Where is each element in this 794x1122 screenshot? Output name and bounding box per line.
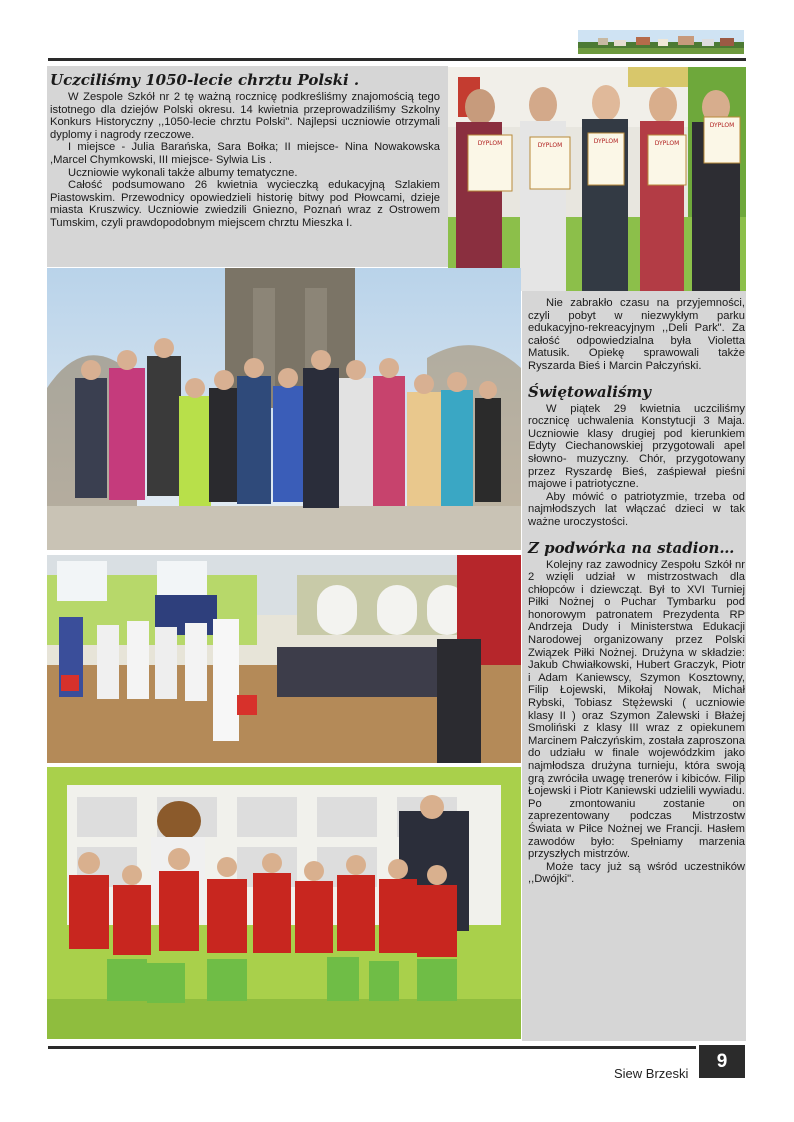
article1-paragraph: Uczniowie wykonali także albumy tematyczne.: [68, 166, 298, 179]
article1-paragraph: I miejsce - Julia Barańska, Sara Bołka; II miejsce- Nina Nowakowska ,Marcel Chymkowski, III miejsce- Sylwia Lis .: [50, 141, 440, 166]
article1-paragraph: Całość podsumowano 26 kwietnia wycieczką edukacyjną Szlakiem Piastowskim. Przewodnicy opowiedzieli historię bitwy pod Płowcami, dzieje miasta Kruszwicy. Uczniowie zwiedzili Gniezno, Poznań wraz z Ostrowem Tumskim, czyli prawdopodobnym miejscem chrztu Mieszka I.: [50, 179, 440, 229]
diploma-text: DYPLOM: [709, 122, 735, 129]
article1-title: Uczciliśmy 1050-lecie chrztu Polski .: [50, 71, 360, 89]
article3-body: [528, 403, 745, 529]
diploma-text: DYPLOM: [654, 140, 680, 147]
page-number: 9: [699, 1045, 745, 1078]
article3-title: Świętowaliśmy: [528, 382, 651, 401]
article3-paragraph: Aby mówić o patriotyzmie, trzeba od najmłodszych lat włączać dzieci w tak ważne uroczystości.: [528, 490, 745, 528]
article4-paragraph: Może tacy już są wśród uczestników ,,Dwójki".: [528, 860, 745, 886]
photo-diploma-winners: [448, 67, 746, 291]
article2-paragraph: Nie zabrakło czasu na przyjemności, czyli pobyt w niezwykłym parku edukacyjno-rekreacyjnym ,,Deli Park". Za całość odpowiedzialna była Violetta Matusik. Opiekę sprawowali także Ryszarda Bieś i Marcin Pałczyński.: [528, 297, 745, 372]
photo-school-assembly: [47, 555, 521, 763]
header-village-photo: [578, 30, 744, 54]
article3-paragraph: W piątek 29 kwietnia uczciliśmy rocznicę uchwalenia Konstytucji 3 Maja. Uczniowie klasy drugiej pod kierunkiem Edyty Ciechanowskiej przygotowali apel słowno- muzyczny. Chór, przygotowany przez Ryszardę Bieś, zaśpiewał pieśni majowe i patriotyczne.: [528, 402, 745, 491]
photo-football-team: [47, 767, 521, 1039]
article4-paragraph: Kolejny raz zawodnicy Zespołu Szkół nr 2 wzięli udział w mistrzostwach dla chłopców i dziewcząt. Był to XVI Turniej Piłki Nożnej o Puchar Tymbarku pod honorowym patronatem Prezydenta RP Andrzeja Dudy i Ministerstwa Edukacji Narodowej organizowany przez Polski Związek Piłki Nożnej. Drużyna w składzie: Jakub Chwiałkowski, Hubert Graczyk, Piotr i Adam Kaniewscy, Szymon Kosztowny, Filip Łojewski, Mikołaj Nowak, Michał Rybski, Tobiasz Stężewski ( uczniowie klasy II ) oraz Szymon Zalewski i Błażej Smoliński z klasy III wraz z opiekunem Marcinem Pałczyńskim, została zaproszona do udziału w finale wojewódzkim jako najmłodsza drużyna turnieju, która swoją grą zwróciła uwagę trenerów i kibiców. Filip Łojewski i Piotr Kaniewski udzielili wywiadu. Po zmontowaniu zostanie on zaprezentowany podczas Mistrzostw Świata w Piłce Nożnej we Francji. Hasłem zawodów było: Spełniamy marzenia przyszłych mistrzów.: [528, 558, 745, 861]
article2-body: [528, 297, 745, 373]
article1-body: [50, 91, 440, 230]
article4-title: Z podwórka na stadion…: [528, 538, 735, 557]
photo-group-trip: [47, 268, 521, 550]
article4-body: [528, 559, 745, 886]
diploma-text: DYPLOM: [477, 140, 503, 147]
header-rule: [48, 58, 746, 61]
diploma-text: DYPLOM: [593, 138, 619, 145]
diploma-text: DYPLOM: [537, 142, 563, 149]
article1-paragraph: W Zespole Szkół nr 2 tę ważną rocznicę podkreśliśmy znajomością tego istotnego dla dziejów Polski okresu. 14 kwietnia przeprowadziliśmy Szkolny Konkurs Historyczny ,,1050-lecie chrztu Polski". Najlepsi uczniowie otrzymali dyplomy i nagrody rzeczowe.: [50, 91, 440, 141]
article2-box: [522, 291, 746, 1041]
article1-box: [47, 66, 448, 267]
publication-name: Siew Brzeski: [614, 1066, 689, 1081]
footer-rule: [48, 1046, 696, 1049]
